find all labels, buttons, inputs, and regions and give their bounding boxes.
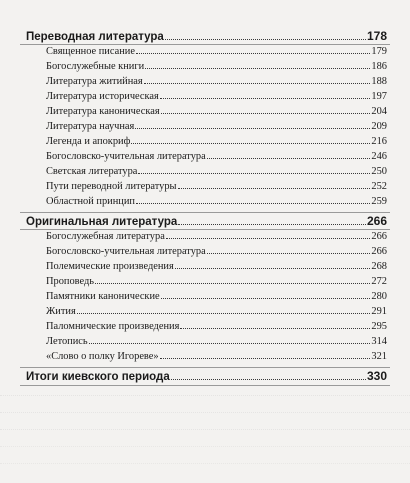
leader-dots	[178, 188, 371, 189]
toc-entry	[46, 196, 387, 207]
toc-entry	[46, 276, 387, 287]
entry-page: 188	[371, 76, 387, 87]
leader-dots	[207, 253, 371, 254]
leader-dots	[145, 68, 370, 69]
section-page: 266	[366, 214, 387, 228]
leader-dots	[160, 358, 371, 359]
entry-label: Литература научная	[46, 121, 135, 132]
entry-label: Жития	[46, 306, 76, 317]
toc-entry	[46, 306, 387, 317]
entry-label: Литература каноническая	[46, 106, 160, 117]
section-page: 178	[366, 29, 387, 43]
section-divider	[20, 385, 390, 386]
entry-page: 321	[371, 351, 387, 362]
leader-dots	[180, 328, 370, 329]
entry-page: 186	[371, 61, 387, 72]
entry-page: 266	[371, 231, 387, 242]
section-title: Оригинальная литература	[26, 216, 178, 228]
section-divider	[20, 44, 390, 45]
entry-page: 268	[371, 261, 387, 272]
entry-page: 197	[371, 91, 387, 102]
entry-label: Богослужебная литература	[46, 231, 165, 242]
toc-section-heading	[26, 214, 387, 228]
entry-page: 295	[371, 321, 387, 332]
entry-label: Памятники канонические	[46, 291, 160, 302]
entry-label: Проповедь	[46, 276, 94, 287]
toc-entry	[46, 121, 387, 132]
entry-page: 259	[371, 196, 387, 207]
entry-label: Паломнические произведения	[46, 321, 180, 332]
toc-entry	[46, 321, 387, 332]
entry-page: 252	[371, 181, 387, 192]
leader-dots	[131, 143, 370, 144]
entry-page: 179	[371, 46, 387, 57]
entry-label: Богословско-учительная литература	[46, 151, 206, 162]
entry-label: Легенда и апокриф	[46, 136, 131, 147]
leader-dots	[144, 83, 371, 84]
section-title: Итоги киевского периода	[26, 371, 170, 383]
toc-entry	[46, 351, 387, 362]
toc-entry	[46, 91, 387, 102]
leader-dots	[161, 298, 371, 299]
entry-page: 314	[371, 336, 387, 347]
entry-page: 204	[371, 106, 387, 117]
leader-dots	[136, 203, 370, 204]
entry-label: Богослужебные книги	[46, 61, 145, 72]
toc-entry	[46, 261, 387, 272]
section-title: Переводная литература	[26, 31, 164, 43]
entry-label: Полемические произведения	[46, 261, 174, 272]
leader-dots	[171, 379, 366, 380]
section-page: 330	[366, 369, 387, 383]
toc-section-heading	[26, 369, 387, 383]
entry-page: 246	[371, 151, 387, 162]
leader-dots	[160, 98, 371, 99]
entry-page: 280	[371, 291, 387, 302]
section-divider	[20, 229, 390, 230]
entry-label: Пути переводной литературы	[46, 181, 177, 192]
entry-label: Священное писание	[46, 46, 135, 57]
toc-entry	[46, 336, 387, 347]
entry-label: Летопись	[46, 336, 88, 347]
toc-entry	[46, 76, 387, 87]
leader-dots	[138, 173, 370, 174]
entry-page: 291	[371, 306, 387, 317]
leader-dots	[95, 283, 370, 284]
toc-entry	[46, 181, 387, 192]
leader-dots	[135, 128, 370, 129]
toc-entry	[46, 291, 387, 302]
entry-label: Литература историческая	[46, 91, 159, 102]
toc-entry	[46, 166, 387, 177]
leader-dots	[178, 224, 366, 225]
leader-dots	[165, 39, 366, 40]
entry-label: Литература житийная	[46, 76, 143, 87]
toc-entry	[46, 136, 387, 147]
entry-page: 272	[371, 276, 387, 287]
toc-entry	[46, 231, 387, 242]
leader-dots	[166, 238, 371, 239]
toc-section-heading	[26, 29, 387, 43]
entry-page: 266	[371, 246, 387, 257]
entry-label: Светская литература	[46, 166, 138, 177]
entry-label: Областной принцип	[46, 196, 135, 207]
toc-entry	[46, 61, 387, 72]
toc-entry	[46, 151, 387, 162]
leader-dots	[175, 268, 371, 269]
section-divider	[20, 212, 390, 213]
section-divider	[20, 367, 390, 368]
entry-page: 209	[371, 121, 387, 132]
leader-dots	[136, 53, 370, 54]
toc-entry	[46, 46, 387, 57]
leader-dots	[89, 343, 371, 344]
toc-entry	[46, 246, 387, 257]
toc-entry	[46, 106, 387, 117]
entry-page: 216	[371, 136, 387, 147]
leader-dots	[161, 113, 371, 114]
entry-label: «Слово о полку Игореве»	[46, 351, 159, 362]
entry-page: 250	[371, 166, 387, 177]
leader-dots	[207, 158, 371, 159]
leader-dots	[77, 313, 371, 314]
entry-label: Богословско-учительная литература	[46, 246, 206, 257]
